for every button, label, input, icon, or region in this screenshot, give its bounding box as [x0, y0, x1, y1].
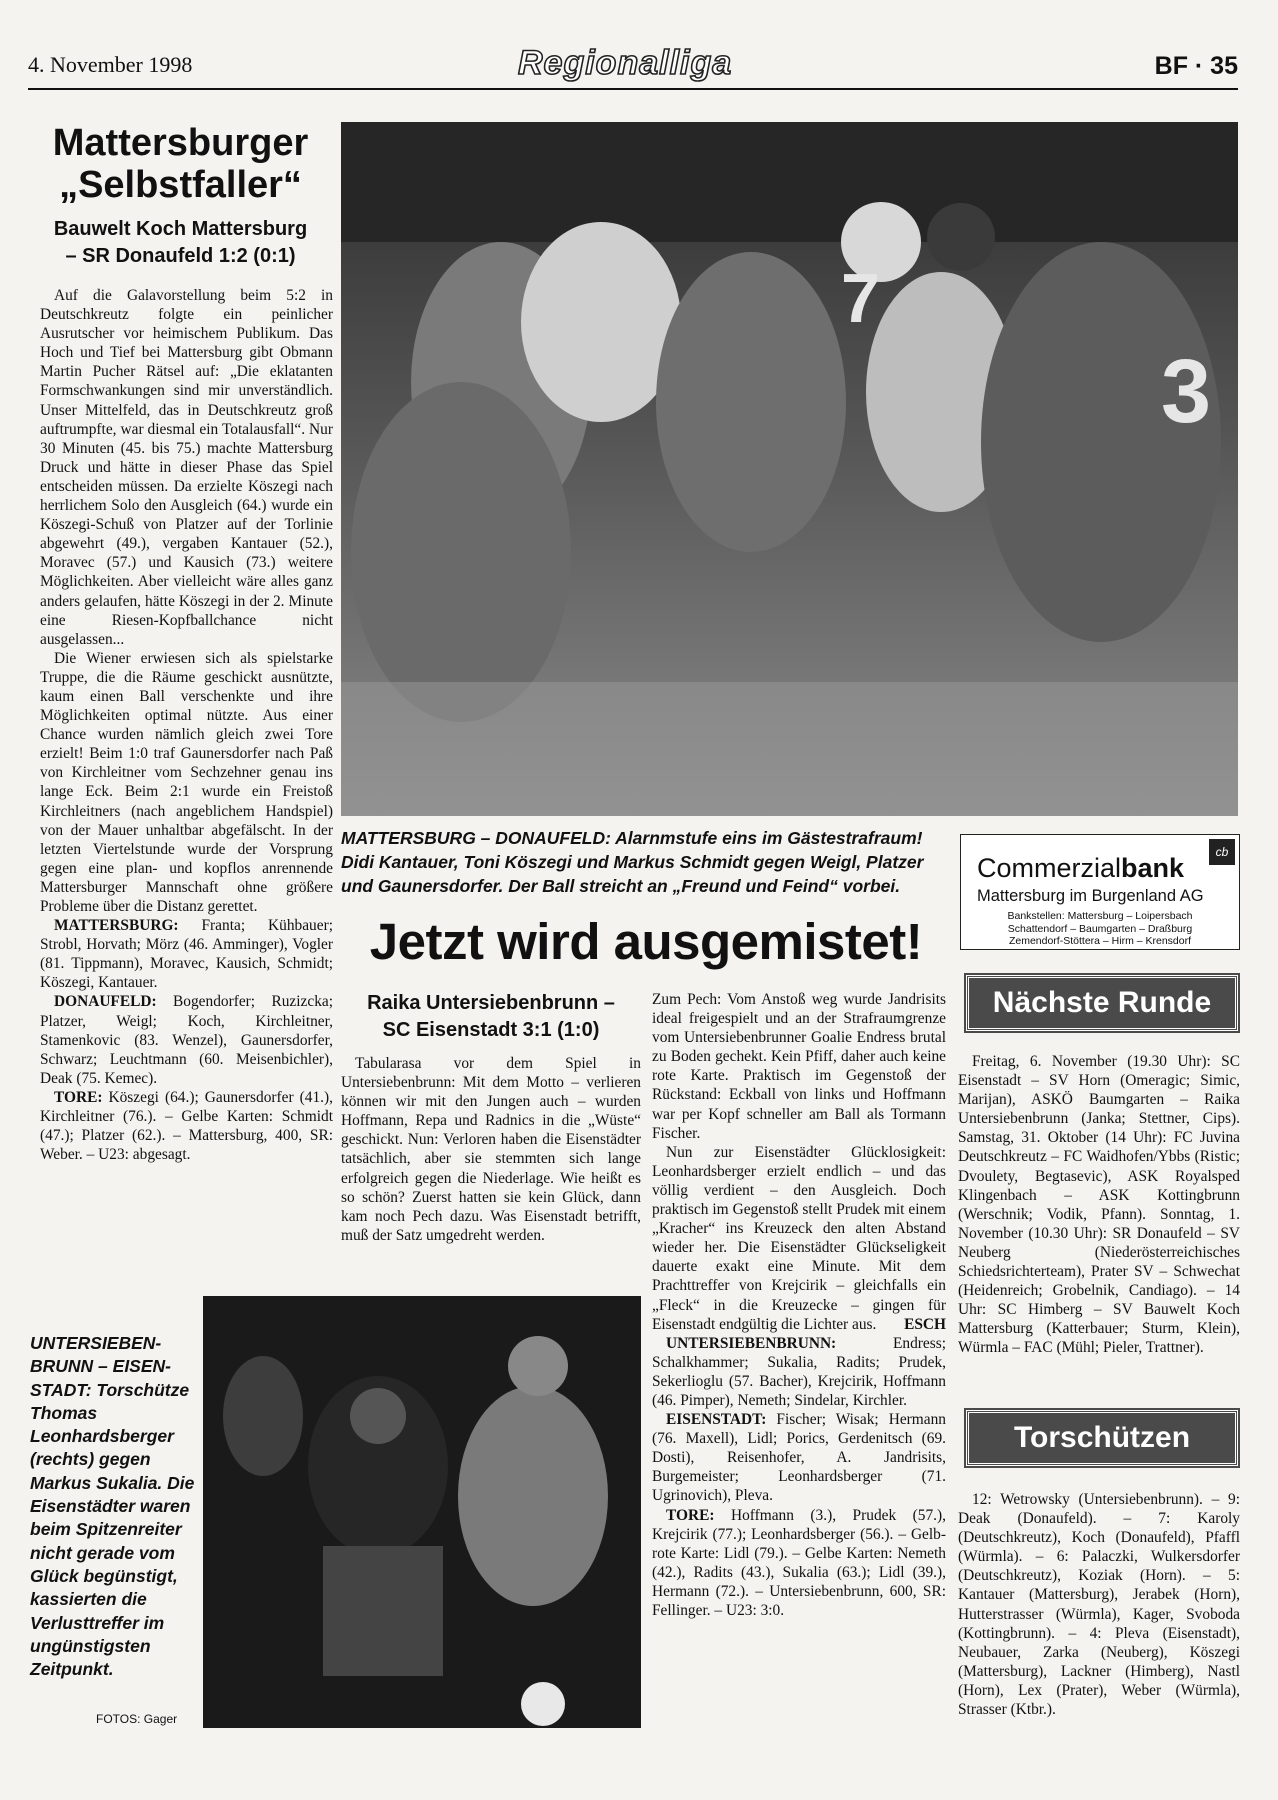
scorers-text: 12: Wetrowsky (Untersiebenbrunn). – 9: Deak (Donaufeld). – 7: Karoly (Deutschkreutz), Koch (Donaufeld), Pfaffl (Würmla). – 6: Palaczki, Wulkersdorfer (Deutschkreutz), Koziak (Horn). – 5: Kantauer (Mattersburg), Jerabek (Horn), Hutterstrasser (Würmla), Kager, Svoboda (Kottingbrunn). – 4: Pleva (Eisenstadt), Neubauer, Zarka (Neuberg), Köszegi (Mattersburg), Lackner (Himberg), Nastl (Horn), Lex (Prater), Weber (Würmla), Strasser (Ktbr.). — [958, 1491, 1240, 1719]
photo2-caption: UNTERSIEBEN-BRUNN – EISEN-STADT: Torschütze Thomas Leonhardsberger (rechts) gegen Markus Sukalia. Die Eisenstädter waren beim Spitzenreiter nicht gerade vom Glück begünstigt, kassierten die Verlusttreffer im ungünstigsten Zeitpunkt. — [30, 1333, 195, 1680]
caption-line: MATTERSBURG – DONAUFELD: Alarnmstufe eins im Gästestrafraum! — [341, 828, 923, 848]
lineup-label: MATTERSBURG: — [54, 917, 179, 935]
bank-location: Mattersburg im Burgenland AG — [977, 887, 1204, 905]
match-photo-mattersburg — [341, 122, 1238, 816]
goals-label: TORE: — [54, 1088, 103, 1106]
article2-headline: Jetzt wird ausgemistet! — [369, 913, 923, 970]
shirt-number-decor: 7 — [841, 259, 880, 337]
subtitle-line1: Raika Untersiebenbrunn – — [367, 992, 615, 1014]
lineup-label: EISENSTADT: — [666, 1411, 767, 1429]
next-round-heading: Nächste Runde — [966, 975, 1238, 1031]
goals-value: Hoffmann (3.), Prudek (57.), Krejcirik (77.); Leonhardsberger (56.). – Gelb-rote Karte: Lidl (79.). – Gelbe Karten: Nemeth (42.), Radits (43.), Sukalia (63.); Lidl (39.), Hermann (72.). – Untersiebenbrunn, 600, SR: Fellinger. – U23: 3:0. — [652, 1506, 946, 1619]
article2-subtitle — [341, 990, 641, 1044]
header-date: 4. November 1998 — [28, 52, 193, 77]
lineup-label: UNTERSIEBENBRUNN: — [666, 1334, 837, 1352]
lineup-eisenstadt — [652, 1410, 946, 1505]
article1-paragraph: Die Wiener erwiesen sich als spielstarke Truppe, die die Räume geschickt ausnützte, kaum einen Ball verschenkte und ihre Möglichkeiten optimal nützte. Aus einer Chance wurden nämlich gleich zwei Tore erzielt! Beim 1:0 traf Gaunersdorfer nach Paß von Kirchleitner vom Sechzehner genau ins lange Eck. Beim 2:1 wurde ein Freistoß Kirchleitners (nach angeblichem Handspiel) von der Mauer unhaltbar abgefälscht. In der letzten Viertelstunde wurde der Vorsprung gegen eine plan- und kopflos anrennende Mattersburger Mannschaft ohne größere Probleme über die Distanz gerettet. — [40, 649, 333, 915]
page-number: BF · 35 — [1154, 52, 1238, 80]
subtitle-line2: – SR Donaufeld 1:2 (0:1) — [65, 245, 296, 267]
goals-text — [40, 1088, 333, 1164]
author-tag: ESCH — [904, 1315, 946, 1333]
lineup-label: DONAUFELD: — [54, 993, 157, 1011]
photo-illustration — [341, 122, 1238, 816]
lineup-untersiebenbrunn — [652, 1334, 946, 1410]
caption-line: Didi Kantauer, Toni Köszegi und Markus Schmidt gegen Weigl, Platzer — [341, 852, 924, 872]
article2-paragraph: Tabularasa vor dem Spiel in Untersiebenbrunn: Mit dem Motto – verlieren können wir mit den Jungen auch – wurden Hoffmann, Repa und Radnics in die „Wüste“ geschickt. Nun: Verloren haben die Eisenstädter tatsächlich, aber sie stemmten sich lange erfolgreich gegen die Niederlage. Wie heißt es so schön? Zuerst hatten sie kein Glück, dann kam noch Pech dazu. Was Eisenstadt betrifft, muß der Satz umgedreht werden. — [341, 1055, 641, 1244]
bank-branches: Bankstellen: Mattersburg – Loipersbach Schattendorf – Baumgarten – Draßburg Zemendorf-Stöttera – Hirm – Krensdorf — [1007, 910, 1193, 947]
headline-line1: Mattersburger — [52, 122, 309, 164]
article1-subtitle — [28, 216, 333, 270]
section-title: Regionalliga — [518, 44, 733, 82]
article1-paragraph: Auf die Galavorstellung beim 5:2 in Deutschkreutz folgte ein peinlicher Ausrutscher vor heimischem Publikum. Das Hoch und Tief bei Mattersburg gibt Obmann Martin Pucher Rätsel auf: „Die eklatanten Formschwankungen sind mir unverständlich. Unser Mittelfeld, das in Deutschkreutz groß auftrumpfte, war diesmal ein Totalausfall“. Nur 30 Minuten (45. bis 75.) machte Mattersburg Druck und hätte in dieser Phase das Spiel entscheiden müssen. Da erzielte Köszegi nach herrlichem Solo den Ausgleich (64.) wurde ein Köszegi-Schuß von Platzer auf der Torlinie abgewehrt (49.), vergaben Kantauer (52.), Moravec (57.) und Kausich (73.) weitere Möglichkeiten. Aber vielleicht wäre alles ganz anders gelaufen, hätte Köszegi in der 2. Minute eine Riesen-Kopfballchance nicht ausgelassen... — [40, 287, 333, 648]
header-rule — [28, 88, 1238, 90]
lineup-text: Franta; Kühbauer; Strobl, Horvath; Mörz (46. Amminger), Vogler (81. Tippmann), Moravec, Kausich, Schmidt; Köszegi, Kantauer. — [40, 917, 333, 992]
commerzialbank-ad — [960, 834, 1240, 950]
article1-headline — [28, 122, 333, 206]
match-photo-untersiebenbrunn — [203, 1296, 641, 1728]
goals-text — [652, 1506, 946, 1621]
next-round-text: Freitag, 6. November (19.30 Uhr): SC Eisenstadt – SV Horn (Omeragic; Simic, Marijan), ASKÖ Baumgarten – Raika Untersiebenbrunn (Janka; Stettner, Cips). Samstag, 31. Oktober (14 Uhr): FC Juvina Deutschkreutz – FC Waidhofen/Ybbs (Ristic; Dvoulety, Begtasevic), ASK Royalsped Klingenbach – ASK Kottingbrunn (Werschnik; Vodik, Pfann). Sonntag, 1. November (10.30 Uhr): SR Donaufeld – SV Neuberg (Niederösterreichisches Schiedsrichterteam), Prater SV – Schwechat (Heidenreich; Grobelnik, Candiago). – 14 Uhr: SC Himberg – SV Bauwelt Koch Mattersburg (Katterbauer; Sturm, Klein), Würmla – FAC (Mühl; Pieler, Trattner). — [958, 1053, 1240, 1357]
article2-col1 — [341, 1054, 641, 1245]
photo-credit: FOTOS: Gager — [96, 1712, 178, 1726]
bank-logo-icon: cb — [1209, 839, 1235, 865]
lineup-mattersburg — [40, 916, 333, 992]
lineup-donaufeld — [40, 992, 333, 1087]
article2-col2 — [652, 990, 946, 1620]
headline-line2: „Selbstfaller“ — [59, 164, 302, 206]
goals-value: Köszegi (64.); Gaunersdorfer (41.), Kirchleitner (76.). – Gelbe Karten: Schmidt (47.); Platzer (62.). – Mattersburg, 400, SR: Weber. – U23: abgesagt. — [40, 1088, 333, 1164]
subtitle-line1: Bauwelt Koch Mattersburg — [53, 218, 308, 240]
caption-line: und Gaunersdorfer. Der Ball streicht an „Freund und Feind“ vorbei. — [341, 876, 901, 896]
subtitle-line2: SC Eisenstadt 3:1 (1:0) — [382, 1019, 600, 1041]
article2-paragraph: Zum Pech: Vom Anstoß weg wurde Jandrisits ideal freigespielt und an der Strafraumgrenze vom Untersiebenbrunner Goalie Endress brutal zu Boden gechekt. Kein Pfiff, daher auch keine rote Karte. Praktisch im Gegenstoß der Rückstand: Eckball von links und Hoffmann war per Kopf schneller am Ball als Tormann Fischer. — [652, 991, 946, 1142]
photo-illustration — [203, 1296, 641, 1728]
shirt-number-decor: 3 — [1161, 342, 1212, 442]
goals-label: TORE: — [666, 1506, 715, 1524]
article2-paragraph: Nun zur Eisenstädter Glücklosigkeit: Leonhardsberger erzielt endlich – und das völlig verdient – den Ausgleich. Doch praktisch im Gegenstoß stellt Prudek mit einem „Kracher“ ins Kreuzeck den alten Abstand wieder her. Die Eisenstädter Glückseligkeit dauerte exakt eine Minute. Mit dem Prachttreffer von Krejcirik – gleichfalls ein „Fleck“ in die Kreuzecke – gingen für Eisenstadt endgültig die Lichter aus. ESCH — [652, 1143, 946, 1333]
lineup-text: Endress; Schalkhammer; Sukalia, Radits; Prudek, Sekerlioglu (57. Bacher), Krejcirik, Hoffmann (46. Pimper), Nemeth; Sindelar, Kirchler. — [652, 1334, 946, 1409]
article1-body — [40, 286, 333, 1164]
lineup-text: Bogendorfer; Ruzizcka; Platzer, Weigl; Koch, Kirchleitner, Stamenkovic (83. Wenzel), Gaunersdorfer, Schwarz; Leuchtmann (60. Meisenbichler), Deak (75. Kemec). — [40, 993, 333, 1087]
scorers-heading: Torschützen — [966, 1410, 1238, 1466]
photo1-caption — [341, 826, 941, 898]
scorers-body — [958, 1490, 1240, 1719]
lineup-text: Fischer; Wisak; Hermann (76. Maxell), Lidl; Porics, Gerdenitsch (69. Dosti), Reisenhofer, A. Jandrisits, Burgemeister; Leonhardsberger (71. Ugrinovich), Pleva. — [652, 1411, 946, 1505]
next-round-body — [958, 1052, 1240, 1358]
bank-name: Commerzialbank — [977, 853, 1185, 883]
